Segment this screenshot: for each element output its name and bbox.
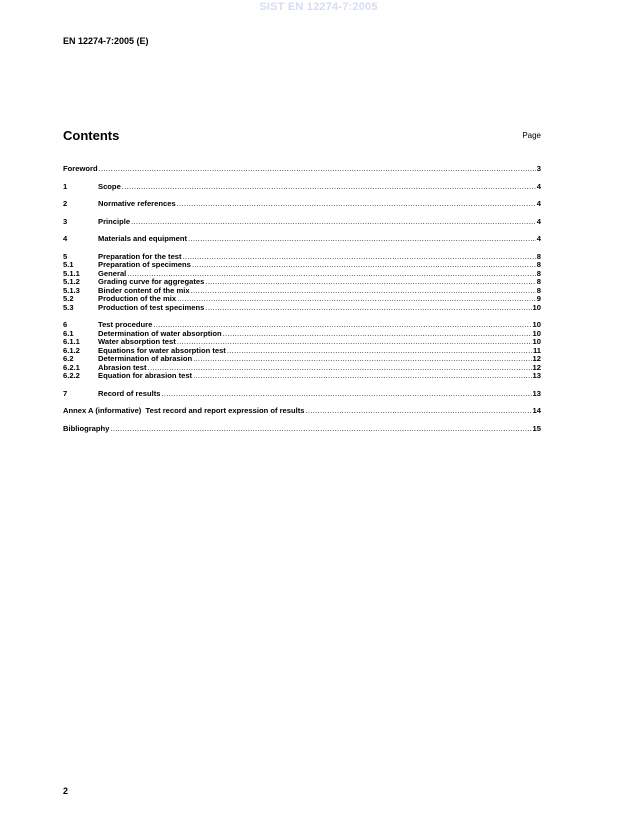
- toc-entry[interactable]: [63, 304, 541, 313]
- dot-leader: [131, 218, 536, 227]
- toc-entry[interactable]: [63, 407, 541, 416]
- dot-leader: [148, 364, 532, 373]
- toc-entry-title: Bibliography: [63, 423, 110, 433]
- toc-entry-title: Normative references: [98, 199, 176, 208]
- toc-entry-number: 5.1: [63, 260, 74, 269]
- toc-entry-page: 8: [536, 260, 541, 269]
- dot-leader: [191, 287, 536, 296]
- dot-leader: [99, 165, 536, 174]
- toc-entry-number: 1: [63, 181, 68, 191]
- toc-entry[interactable]: [63, 183, 541, 192]
- toc-entry-page: 8: [536, 251, 541, 261]
- contents-heading: Contents: [63, 128, 120, 143]
- dot-leader: [192, 261, 536, 270]
- dot-leader: [193, 372, 531, 381]
- toc-entry-number: 5.1.2: [63, 277, 80, 286]
- dot-leader: [177, 338, 532, 347]
- dot-leader: [227, 347, 532, 356]
- toc-entry-page: 4: [536, 199, 541, 208]
- dot-leader: [183, 253, 536, 262]
- toc-entry-title: Equations for water absorption test: [98, 345, 226, 355]
- toc-entry-page: 10: [532, 302, 541, 312]
- toc-entry-number: 6.2: [63, 354, 74, 363]
- toc-entry-title: Test procedure: [98, 320, 153, 329]
- toc-entry-title: Scope: [98, 181, 121, 191]
- toc-entry-page: 10: [532, 337, 541, 346]
- toc-entry-number: 5.1.1: [63, 268, 80, 278]
- toc-entry-page: 10: [532, 320, 541, 329]
- toc-entry-title: Water absorption test: [98, 337, 176, 346]
- toc-entry-page: 11: [532, 345, 541, 355]
- toc-entry[interactable]: [63, 390, 541, 399]
- watermark: SIST EN 12274-7:2005: [259, 1, 378, 13]
- toc-entry[interactable]: [63, 425, 541, 434]
- toc-entry-title: Determination of abrasion: [98, 354, 193, 363]
- dot-leader: [205, 304, 531, 313]
- dot-leader: [161, 390, 531, 399]
- toc-entry-number: 5.1.3: [63, 285, 80, 295]
- page-number: 2: [63, 786, 69, 796]
- dot-leader: [205, 278, 535, 287]
- toc-entry-title: Production of the mix: [98, 294, 177, 303]
- dot-leader: [306, 407, 532, 416]
- dot-leader: [223, 330, 532, 339]
- toc-entry[interactable]: [63, 165, 541, 174]
- toc-entry-page: 8: [536, 268, 541, 278]
- toc-entry-number: 3: [63, 216, 68, 226]
- toc-entry-number: 6.1: [63, 328, 74, 338]
- toc-entry-title: Grading curve for aggregates: [98, 277, 205, 286]
- toc-entry[interactable]: [63, 235, 541, 244]
- toc-entry-title: Principle: [98, 216, 131, 226]
- dot-leader: [122, 183, 536, 192]
- toc-entry-page: 14: [532, 406, 541, 415]
- toc-entry-title: Preparation for the test: [98, 251, 182, 261]
- toc-entry-page: 3: [536, 164, 541, 173]
- toc-entry-title: General: [98, 268, 127, 278]
- toc-entry[interactable]: [63, 218, 541, 227]
- dot-leader: [177, 295, 536, 304]
- toc-entry-number: 5.3: [63, 302, 74, 312]
- toc-entry-page: 9: [536, 294, 541, 303]
- page-column-label: Page: [522, 131, 541, 140]
- toc-entry-title: Production of test specimens: [98, 302, 205, 312]
- toc-entry[interactable]: [63, 261, 541, 270]
- toc-entry-number: 6.2.2: [63, 371, 80, 380]
- dot-leader: [177, 200, 536, 209]
- toc-entry-number: 5: [63, 251, 68, 261]
- toc-entry[interactable]: [63, 200, 541, 209]
- toc-entry[interactable]: [63, 372, 541, 381]
- toc-entry-title: Abrasion test: [98, 362, 147, 372]
- toc-entry-title: Determination of water absorption: [98, 328, 222, 338]
- toc-entry-title: Materials and equipment: [98, 234, 188, 243]
- toc-entry-page: 13: [532, 371, 541, 380]
- toc-entry-number: 6.1.2: [63, 345, 80, 355]
- table-of-contents: [63, 165, 541, 433]
- dot-leader: [188, 235, 536, 244]
- toc-entry-page: 4: [536, 234, 541, 243]
- dot-leader: [193, 355, 531, 364]
- toc-entry-page: 12: [532, 362, 541, 372]
- toc-entry-page: 15: [532, 423, 541, 433]
- toc-entry-number: 7: [63, 388, 68, 398]
- toc-entry-page: 10: [532, 328, 541, 338]
- toc-entry-page: 4: [536, 181, 541, 191]
- toc-entry-number: 6.1.1: [63, 337, 80, 346]
- dot-leader: [110, 425, 531, 434]
- toc-entry-page: 13: [532, 388, 541, 398]
- toc-entry-title: Record of results: [98, 388, 161, 398]
- toc-entry-title: Foreword: [63, 164, 98, 173]
- toc-entry-number: 4: [63, 234, 68, 243]
- toc-entry-title: Equation for abrasion test: [98, 371, 193, 380]
- toc-entry-number: 5.2: [63, 294, 74, 303]
- toc-entry-page: 8: [536, 277, 541, 286]
- toc-entry-page: 4: [536, 216, 541, 226]
- toc-entry-page: 12: [532, 354, 541, 363]
- toc-entry-title: Preparation of specimens: [98, 260, 191, 269]
- toc-entry-page: 8: [536, 285, 541, 295]
- toc-entry-title: Annex A (informative) Test record and report expression of results: [63, 406, 305, 415]
- document-id-header: EN 12274-7:2005 (E): [63, 36, 149, 46]
- toc-entry-number: 6: [63, 320, 68, 329]
- toc-entry-title: Binder content of the mix: [98, 285, 190, 295]
- toc-entry-number: 2: [63, 199, 68, 208]
- toc-entry-number: 6.2.1: [63, 362, 80, 372]
